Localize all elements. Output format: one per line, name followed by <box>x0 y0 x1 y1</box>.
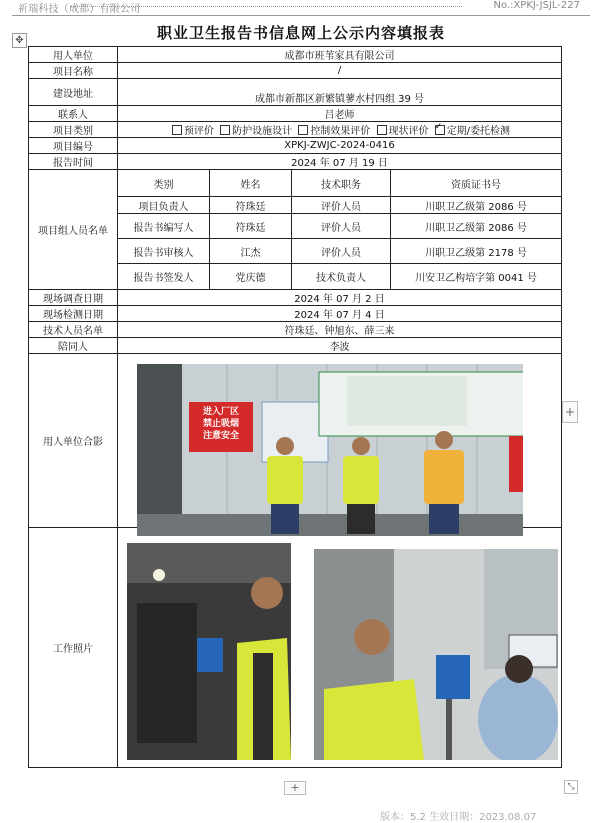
contact-value[interactable]: 吕老师 <box>118 106 562 122</box>
row-report-time <box>29 154 562 170</box>
team-header-title: 技术职务 <box>292 170 391 197</box>
row-test-date <box>29 306 562 322</box>
checkbox-protection-design[interactable] <box>220 125 230 135</box>
group-photo[interactable] <box>137 364 523 536</box>
row-project-no <box>29 138 562 154</box>
checkbox-control-effect[interactable] <box>298 125 308 135</box>
category-label: 项目类别 <box>29 122 118 138</box>
report-time-label: 报告时间 <box>29 154 118 170</box>
team-cert[interactable]: 川职卫乙级第 2178 号 <box>391 239 562 264</box>
row-project-name <box>29 63 562 79</box>
row-tech-staff <box>29 322 562 338</box>
work-photo-right-drawing <box>314 549 558 760</box>
checkbox-periodic-testing[interactable] <box>435 125 445 135</box>
row-category <box>29 122 562 138</box>
team-cert[interactable]: 川安卫乙构培字第 0041 号 <box>391 264 562 290</box>
project-name-value[interactable]: / <box>118 63 562 79</box>
team-role[interactable]: 项目负责人 <box>118 197 210 214</box>
project-no-label: 项目编号 <box>29 138 118 154</box>
team-cert[interactable]: 川职卫乙级第 2086 号 <box>391 197 562 214</box>
team-title[interactable]: 评价人员 <box>292 214 391 239</box>
team-title[interactable]: 评价人员 <box>292 197 391 214</box>
row-survey-date <box>29 290 562 306</box>
tech-staff-label: 技术人员名单 <box>29 322 118 338</box>
escort-label: 陪同人 <box>29 338 118 354</box>
group-photo-drawing <box>137 364 523 536</box>
team-role[interactable]: 报告书编写人 <box>118 214 210 239</box>
row-team-header <box>29 170 562 197</box>
team-cert[interactable]: 川职卫乙级第 2086 号 <box>391 214 562 239</box>
red-sign <box>192 406 250 442</box>
team-header-cert: 资质证书号 <box>391 170 562 197</box>
team-header-role: 类别 <box>118 170 210 197</box>
escort-value[interactable]: 李波 <box>118 338 562 354</box>
page-title: 职业卫生报告书信息网上公示内容填报表 <box>156 24 445 42</box>
team-name[interactable]: 符珠廷 <box>210 197 292 214</box>
employer-label: 用人单位 <box>29 47 118 63</box>
team-role[interactable]: 报告书签发人 <box>118 264 210 290</box>
survey-date-label: 现场调查日期 <box>29 290 118 306</box>
group-photo-label: 用人单位合影 <box>29 354 118 528</box>
header-rule <box>12 15 590 16</box>
work-photo-right[interactable] <box>314 549 558 760</box>
header-company: 祈瑞科技（成都）有限公司 <box>18 4 141 15</box>
checkbox-status-eval[interactable] <box>377 125 387 135</box>
option-control-effect: 控制效果评价 <box>310 126 371 137</box>
table-resize-icon[interactable]: ⤡ <box>564 780 578 794</box>
category-options <box>118 122 562 138</box>
address-label: 建设地址 <box>29 79 118 106</box>
contact-label: 联系人 <box>29 106 118 122</box>
report-time-value[interactable]: 2024 年 07 月 19 日 <box>118 154 562 170</box>
checkbox-pre-eval[interactable] <box>172 125 182 135</box>
team-title[interactable]: 评价人员 <box>292 239 391 264</box>
row-employer <box>29 47 562 63</box>
row-escort <box>29 338 562 354</box>
project-no-value[interactable]: XPKJ-ZWJC-2024-0416 <box>118 138 562 154</box>
project-name-label: 项目名称 <box>29 63 118 79</box>
red-sign-line2: 禁止吸烟 <box>202 419 239 429</box>
team-name[interactable]: 江杰 <box>210 239 292 264</box>
employer-value[interactable]: 成都市班苇家具有限公司 <box>118 47 562 63</box>
work-photo-label: 工作照片 <box>29 528 118 768</box>
row-contact <box>29 106 562 122</box>
tech-staff-value[interactable]: 符珠廷、钟旭东、薛三来 <box>118 322 562 338</box>
team-name[interactable]: 党庆德 <box>210 264 292 290</box>
footer-version: 版本：5.2 生效日期：2023.08.07 <box>380 812 537 823</box>
option-pre-eval: 预评价 <box>183 126 214 137</box>
address-value[interactable]: 成都市新都区新繁镇蓼水村四组 39 号 <box>118 79 562 106</box>
team-title[interactable]: 技术负责人 <box>292 264 391 290</box>
work-photo-left-drawing <box>127 543 291 760</box>
survey-date-value[interactable]: 2024 年 07 月 2 日 <box>118 290 562 306</box>
red-sign-line1: 进入厂区 <box>202 407 239 417</box>
red-sign-line3: 注意安全 <box>202 431 239 441</box>
table-move-handle-icon[interactable]: ✥ <box>12 33 27 48</box>
test-date-value[interactable]: 2024 年 07 月 4 日 <box>118 306 562 322</box>
header-doc-number: No.:XPKJ-JSJL-227 <box>493 0 580 11</box>
work-photo-left[interactable] <box>127 543 291 760</box>
team-role[interactable]: 报告书审核人 <box>118 239 210 264</box>
test-date-label: 现场检测日期 <box>29 306 118 322</box>
team-label: 项目组人员名单 <box>29 170 118 290</box>
add-row-button[interactable]: + <box>284 781 306 795</box>
row-address <box>29 79 562 106</box>
add-column-button[interactable]: + <box>562 401 578 423</box>
team-header-name: 姓名 <box>210 170 292 197</box>
header-dots <box>70 6 462 7</box>
option-status-eval: 现状评价 <box>388 126 429 137</box>
option-protection-design: 防护设施设计 <box>232 126 293 137</box>
team-name[interactable]: 符珠廷 <box>210 214 292 239</box>
option-periodic-testing: 定期/委托检测 <box>446 126 511 137</box>
